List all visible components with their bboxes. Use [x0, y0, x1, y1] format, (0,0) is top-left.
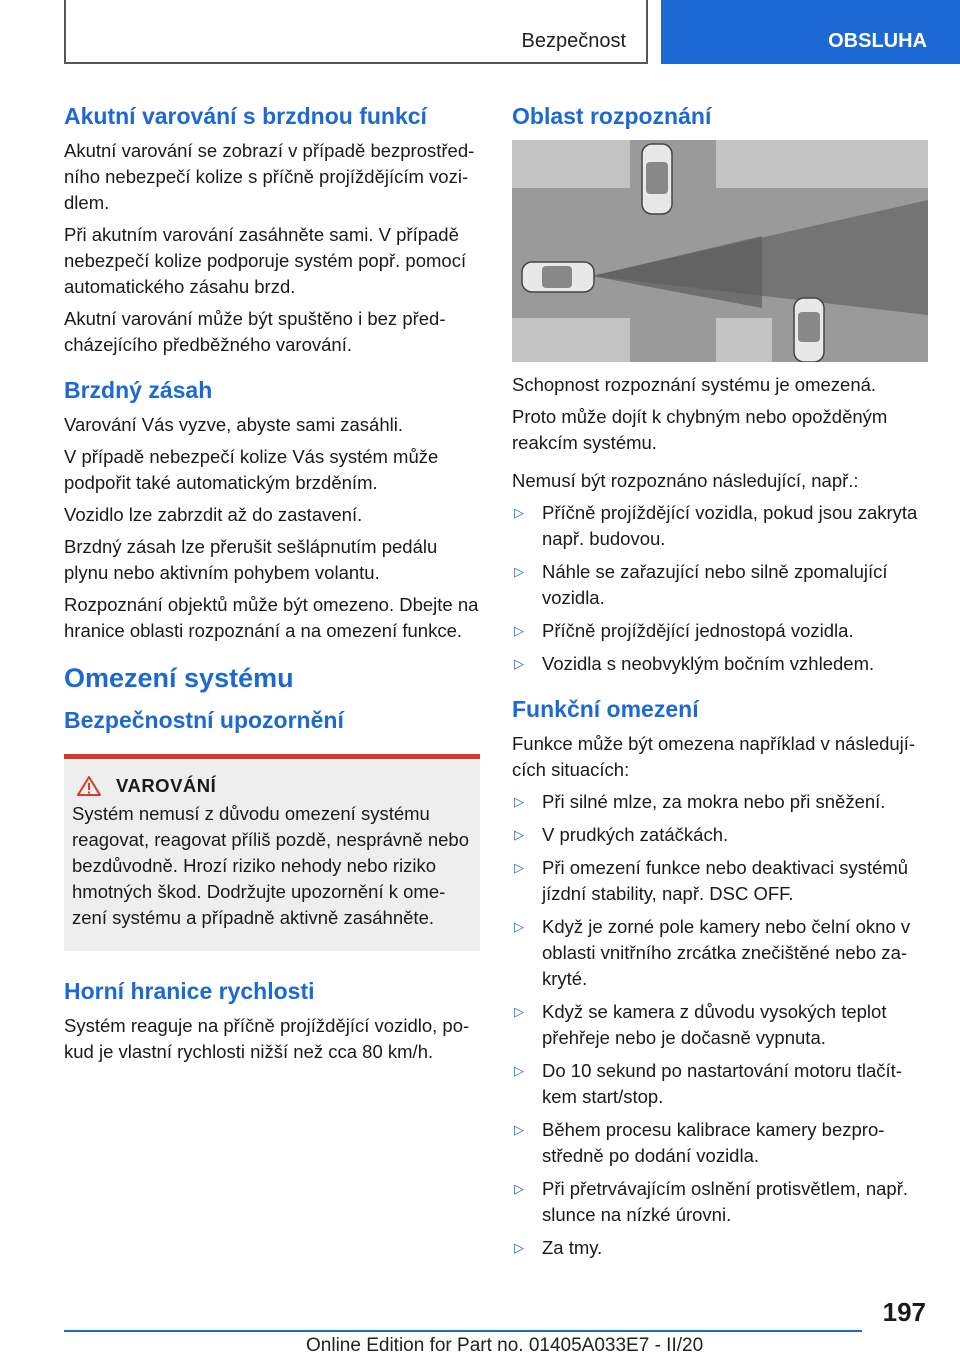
list-item: ▷ Během procesu kalibrace kamery bezpro‐středně po dodání vozidla.	[514, 1119, 885, 1166]
list-item: ▷ Náhle se zařazující nebo silně zpomalující vozidla.	[514, 561, 888, 608]
bullet-triangle-icon: ▷	[514, 1122, 524, 1137]
bullet-triangle-icon: ▷	[514, 1181, 524, 1196]
bullet-triangle-icon: ▷	[514, 860, 524, 875]
heading-system-limits: Omezení systému	[64, 663, 294, 693]
warning-box	[64, 754, 480, 951]
bullet-triangle-icon: ▷	[514, 564, 524, 579]
detection-area-diagram	[512, 140, 928, 362]
page-number: 197	[882, 1297, 926, 1327]
list-item: ▷ Při silné mlze, za mokra nebo při sněžení.	[512, 789, 932, 815]
bullet-triangle-icon: ▷	[514, 827, 524, 842]
paragraph: Akutní varování může být spuštěno i bez před‐cházejícího předběžného varování.	[64, 308, 446, 355]
warning-triangle-icon	[76, 775, 102, 797]
header-chapter-title: OBSLUHA	[828, 30, 927, 52]
warning-label: VAROVÁNÍ	[116, 775, 217, 796]
header-section-box	[64, 0, 648, 64]
section-acute-warning	[64, 100, 480, 358]
right-column	[512, 100, 932, 1269]
ego-car-icon	[522, 262, 594, 292]
heading-safety-notes: Bezpečnostní upozornění	[64, 707, 344, 733]
header-chapter-tab	[661, 0, 960, 64]
header-section-title: Bezpečnost	[521, 30, 626, 52]
list-item: ▷ Příčně projíždějící jednostopá vozidla.	[512, 618, 932, 644]
list-item: ▷ Když se kamera z důvodu vysokých teplot přehřeje nebo je dočasně vypnuta.	[514, 1001, 887, 1048]
paragraph: Systém reaguje na příčně projíždějící vozidlo, po‐kud je vlastní rychlosti nižší než cca 80 km/h.	[64, 1015, 470, 1062]
bullet-triangle-icon: ▷	[514, 794, 524, 809]
paragraph: Rozpoznání objektů může být omezeno. Dbejte na hranice oblasti rozpoznání a na omezení funkce.	[64, 594, 479, 641]
bullet-triangle-icon: ▷	[514, 623, 524, 638]
bullet-triangle-icon: ▷	[514, 1240, 524, 1255]
function-limits-list	[512, 789, 932, 1261]
heading-function-limits: Funkční omezení	[512, 696, 699, 722]
list-item: ▷ Za tmy.	[512, 1235, 932, 1261]
paragraph: Varování Vás vyzve, abyste sami zasáhli.	[64, 414, 403, 435]
section-brake-intervention	[64, 374, 480, 644]
paragraph: Proto může dojít k chybným nebo opožděným reakcím systému.	[512, 406, 888, 453]
section-system-limits	[64, 660, 480, 951]
detection-area-illustration	[512, 140, 928, 362]
heading-detection-area: Oblast rozpoznání	[512, 103, 712, 129]
list-item: ▷ Při přetrvávajícím oslnění protisvětlem, např. slunce na nízké úrovni.	[514, 1178, 909, 1225]
detection-limits-list	[512, 500, 932, 677]
paragraph: Akutní varování se zobrazí v případě bezprostřed‐ního nebezpečí kolize s příčně projíždějícím vozi‐dlem.	[64, 140, 475, 213]
list-item: ▷ Do 10 sekund po nastartování motoru tlačít‐kem start/stop.	[514, 1060, 902, 1107]
paragraph: Nemusí být rozpoznáno následující, např.:	[512, 470, 859, 491]
paragraph: Funkce může být omezena například v následují‐cích situacích:	[512, 733, 916, 780]
bullet-triangle-icon: ▷	[514, 505, 524, 520]
crossing-car-icon	[794, 298, 824, 362]
warning-header	[72, 775, 472, 797]
footer-divider	[64, 1330, 862, 1332]
bullet-triangle-icon: ▷	[514, 656, 524, 671]
heading-brake-intervention: Brzdný zásah	[64, 377, 213, 403]
paragraph: Brzdný zásah lze přerušit sešlápnutím pedálu plynu nebo aktivním pohybem volantu.	[64, 536, 438, 583]
footer-edition: Online Edition for Part no. 01405A033E7 - II/20	[306, 1335, 704, 1356]
warning-text: Systém nemusí z důvodu omezení systému reagovat, reagovat příliš pozdě, nesprávně nebo bezdůvodně. Hrozí riziko nehody nebo riziko hmotných škod. Dodržujte upozornění k ome‐zení systému a případně aktivně zasáhněte.	[72, 803, 469, 928]
heading-acute-warning: Akutní varování s brzdnou funkcí	[64, 103, 427, 129]
section-speed-limit	[64, 975, 480, 1065]
section-detection-area	[512, 100, 932, 677]
section-function-limits	[512, 693, 932, 1261]
list-item: ▷ Příčně projíždějící vozidla, pokud jsou zakryta např. budovou.	[514, 502, 918, 549]
bullet-triangle-icon: ▷	[514, 1004, 524, 1019]
paragraph: V případě nebezpečí kolize Vás systém může podpořit také automatickým brzděním.	[64, 446, 439, 493]
paragraph: Vozidlo lze zabrzdit až do zastavení.	[64, 504, 363, 525]
heading-speed-limit: Horní hranice rychlosti	[64, 978, 315, 1004]
crossing-car-icon	[642, 144, 672, 214]
list-item: ▷ Když je zorné pole kamery nebo čelní okno v oblasti vnitřního zrcátka znečištěné nebo za‐kryté.	[514, 916, 911, 989]
paragraph: Schopnost rozpoznání systému je omezená.	[512, 374, 877, 395]
list-item: ▷ Při omezení funkce nebo deaktivaci systémů jízdní stability, např. DSC OFF.	[514, 857, 909, 904]
list-item: ▷ Vozidla s neobvyklým bočním vzhledem.	[512, 651, 932, 677]
paragraph: Při akutním varování zasáhněte sami. V případě nebezpečí kolize podporuje systém popř. pomocí automatického zásahu brzd.	[64, 224, 467, 297]
bullet-triangle-icon: ▷	[514, 1063, 524, 1078]
bullet-triangle-icon: ▷	[514, 919, 524, 934]
list-item: ▷ V prudkých zatáčkách.	[512, 822, 932, 848]
left-column	[64, 100, 480, 1071]
